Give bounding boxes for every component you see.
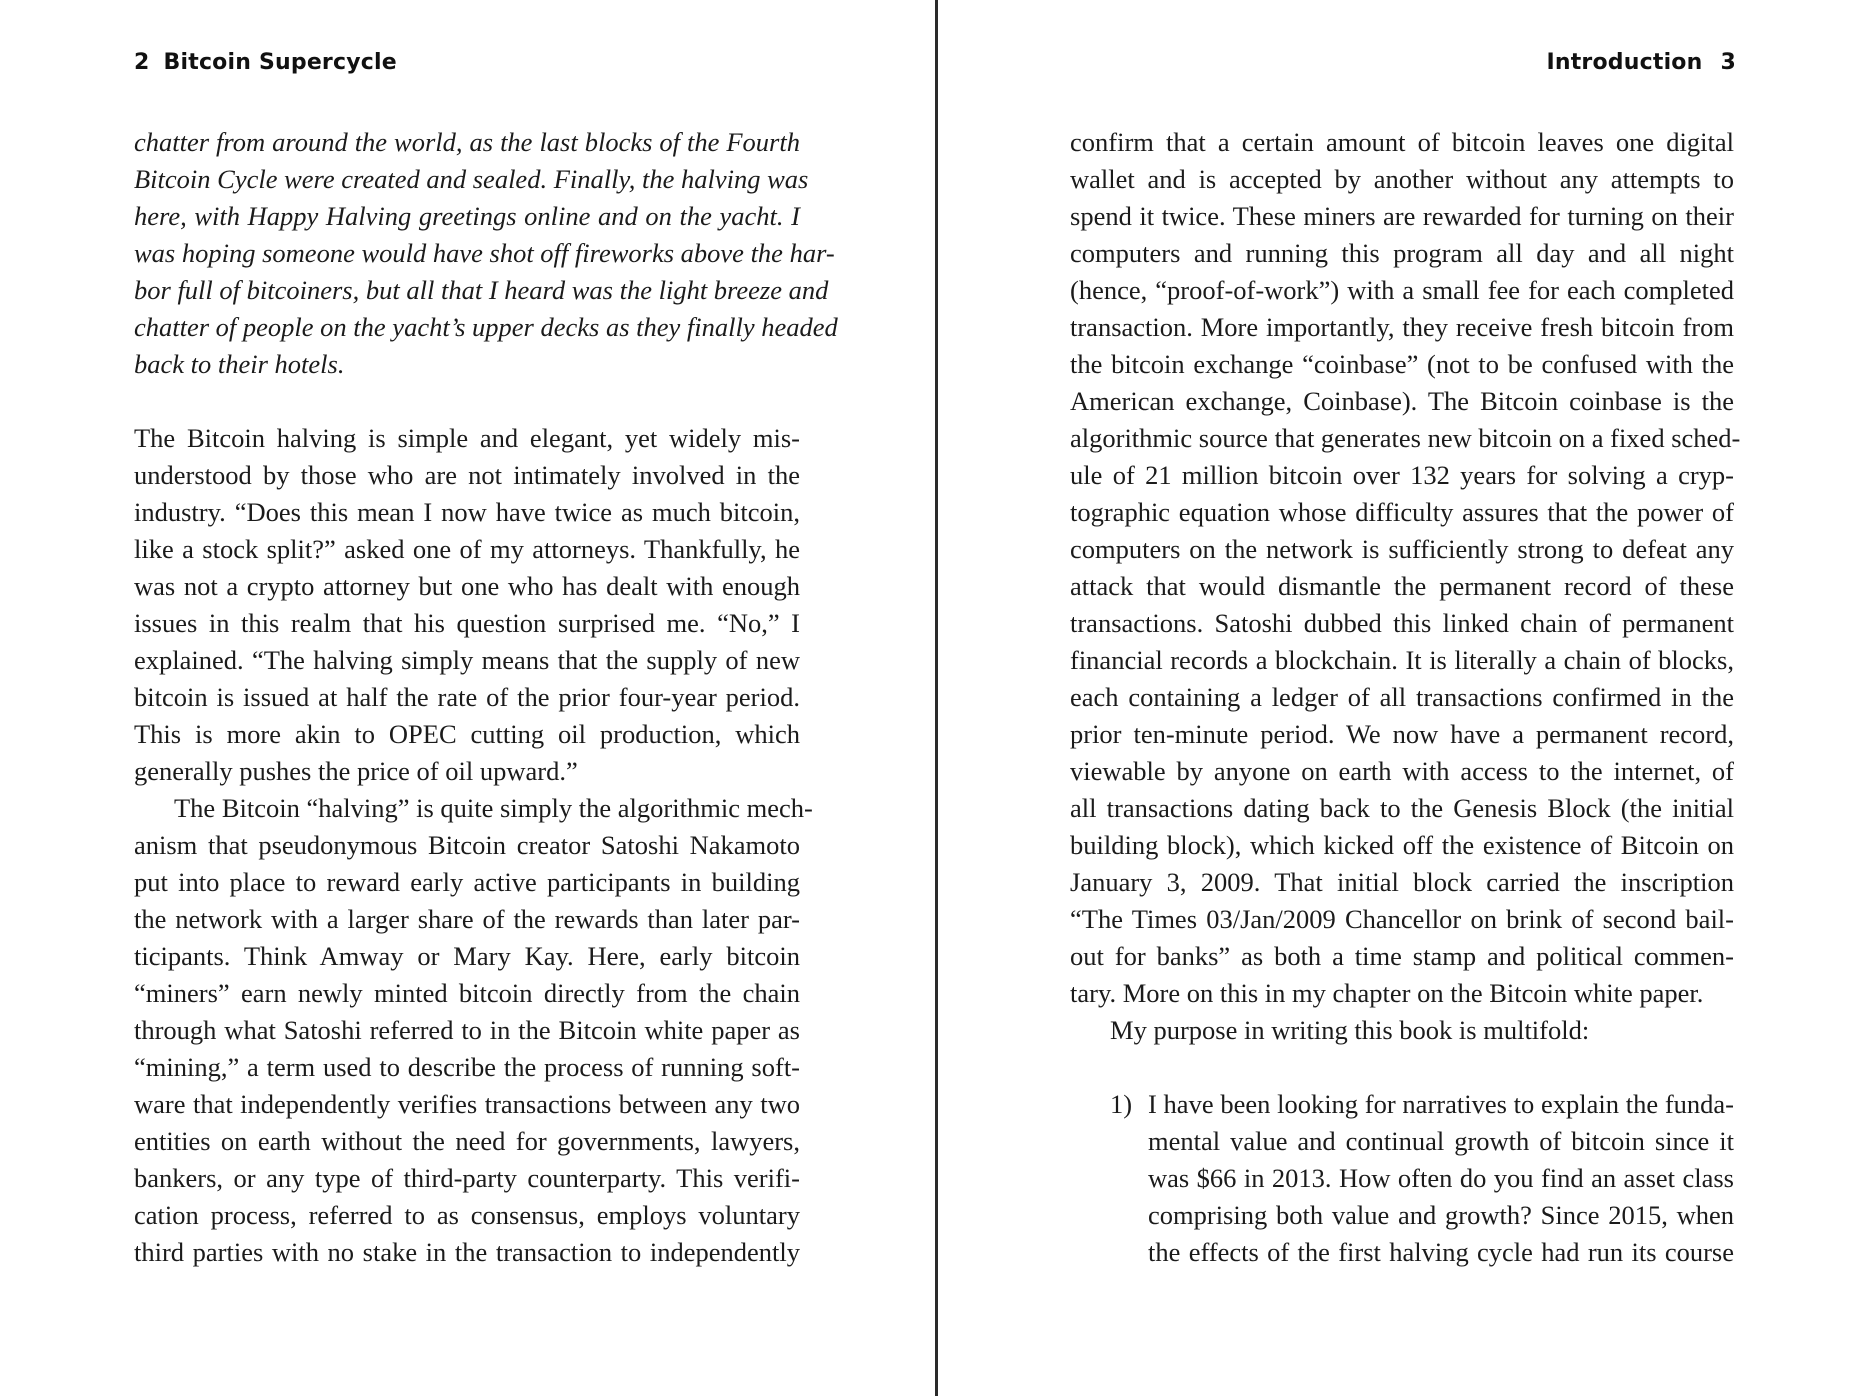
text-line: transaction. More importantly, they receive fresh bitcoin from xyxy=(1070,312,1734,342)
text-line: confirm that a certain amount of bitcoin leaves one digital xyxy=(1070,127,1734,157)
text-line: was not a crypto attorney but one who has dealt with enough xyxy=(134,571,800,601)
list-item xyxy=(1070,1086,1734,1271)
paragraph xyxy=(1070,124,1741,1012)
text-line: The Bitcoin “halving” is quite simply the algorithmic mech- xyxy=(174,793,813,823)
text-line: prior ten-minute period. We now have a permanent record, xyxy=(1070,719,1734,749)
text-line: bitcoin is issued at half the rate of the prior four-year period. xyxy=(134,682,800,712)
text-line: transactions. Satoshi dubbed this linked chain of permanent xyxy=(1070,608,1734,638)
right-running-title: Introduction xyxy=(1546,50,1703,75)
text-line: cation process, referred to as consensus, employs voluntary xyxy=(134,1200,800,1230)
right-page xyxy=(938,0,1862,1396)
text-line: was hoping someone would have shot off fireworks above the har- xyxy=(134,238,835,268)
italic-passage xyxy=(134,124,838,383)
paragraph-gap xyxy=(1070,1049,1734,1086)
text-line: industry. “Does this mean I now have twice as much bitcoin, xyxy=(134,497,800,527)
text-line: tographic equation whose difficulty assures that the power of xyxy=(1070,497,1734,527)
text-line: bankers, or any type of third-party counterparty. This verifi- xyxy=(134,1163,800,1193)
text-line: “The Times 03/Jan/2009 Chancellor on brink of second bail- xyxy=(1070,904,1734,934)
right-page-number: 3 xyxy=(1720,50,1736,75)
text-line: wallet and is accepted by another without any attempts to xyxy=(1070,164,1734,194)
text-line: spend it twice. These miners are rewarded for turning on their xyxy=(1070,201,1734,231)
text-line: ticipants. Think Amway or Mary Kay. Here, early bitcoin xyxy=(134,941,800,971)
text-line: chatter from around the world, as the last blocks of the Fourth xyxy=(134,127,800,157)
left-running-head xyxy=(134,50,397,75)
text-line: ule of 21 million bitcoin over 132 years for solving a cryp- xyxy=(1070,460,1734,490)
text-line: ware that independently verifies transactions between any two xyxy=(134,1089,800,1119)
text-line: the effects of the first halving cycle had run its course xyxy=(1148,1237,1734,1267)
text-line: tary. More on this in my chapter on the Bitcoin white paper. xyxy=(1070,978,1704,1008)
text-line: “mining,” a term used to describe the process of running soft- xyxy=(134,1052,800,1082)
text-line: like a stock split?” asked one of my attorneys. Thankfully, he xyxy=(134,534,800,564)
text-line: Bitcoin Cycle were created and sealed. Finally, the halving was xyxy=(134,164,809,194)
left-page-number: 2 xyxy=(134,50,150,75)
text-line: out for banks” as both a time stamp and political commen- xyxy=(1070,941,1734,971)
text-line: bor full of bitcoiners, but all that I heard was the light breeze and xyxy=(134,275,829,305)
text-line: This is more akin to OPEC cutting oil production, which xyxy=(134,719,800,749)
text-line: was $66 in 2013. How often do you find an asset class xyxy=(1148,1163,1734,1193)
text-line: algorithmic source that generates new bitcoin on a fixed sched- xyxy=(1070,423,1741,453)
left-text-block xyxy=(134,124,838,1271)
text-line: generally pushes the price of oil upward.” xyxy=(134,756,578,786)
text-line: My purpose in writing this book is multifold: xyxy=(1110,1015,1590,1045)
text-line: understood by those who are not intimately involved in the xyxy=(134,460,800,490)
paragraph xyxy=(134,790,813,1271)
text-line: the bitcoin exchange “coinbase” (not to be confused with the xyxy=(1070,349,1734,379)
list-item-number: 1) xyxy=(1110,1089,1133,1119)
text-line: (hence, “proof-of-work”) with a small fee for each completed xyxy=(1070,275,1734,305)
text-line: The Bitcoin halving is simple and elegant, yet widely mis- xyxy=(134,423,800,453)
text-line: attack that would dismantle the permanent record of these xyxy=(1070,571,1734,601)
text-line: computers and running this program all day and all night xyxy=(1070,238,1734,268)
text-line: all transactions dating back to the Genesis Block (the initial xyxy=(1070,793,1734,823)
text-line: mental value and continual growth of bitcoin since it xyxy=(1148,1126,1734,1156)
text-line: comprising both value and growth? Since 2015, when xyxy=(1148,1200,1734,1230)
left-running-title: Bitcoin Supercycle xyxy=(163,50,397,75)
text-line: issues in this realm that his question surprised me. “No,” I xyxy=(134,608,800,638)
text-line: chatter of people on the yacht’s upper decks as they finally headed xyxy=(134,312,838,342)
text-line: explained. “The halving simply means that the supply of new xyxy=(134,645,800,675)
text-line: viewable by anyone on earth with access to the internet, of xyxy=(1070,756,1734,786)
text-line: financial records a blockchain. It is literally a chain of blocks, xyxy=(1070,645,1734,675)
text-line: each containing a ledger of all transactions confirmed in the xyxy=(1070,682,1734,712)
text-line: here, with Happy Halving greetings online and on the yacht. I xyxy=(134,201,800,231)
text-line: put into place to reward early active participants in building xyxy=(134,867,800,897)
right-text-block xyxy=(1070,124,1741,1271)
paragraph xyxy=(134,420,800,790)
text-line: anism that pseudonymous Bitcoin creator Satoshi Nakamoto xyxy=(134,830,800,860)
text-line: American exchange, Coinbase). The Bitcoin coinbase is the xyxy=(1070,386,1734,416)
paragraph-gap xyxy=(134,383,800,420)
paragraph xyxy=(1070,1012,1734,1049)
right-running-head xyxy=(1546,50,1736,75)
text-line: entities on earth without the need for governments, lawyers, xyxy=(134,1126,800,1156)
text-line: the network with a larger share of the rewards than later par- xyxy=(134,904,800,934)
text-line: through what Satoshi referred to in the Bitcoin white paper as xyxy=(134,1015,800,1045)
text-line: third parties with no stake in the transaction to independently xyxy=(134,1237,800,1267)
text-line: computers on the network is sufficiently strong to defeat any xyxy=(1070,534,1734,564)
text-line: back to their hotels. xyxy=(134,349,345,379)
text-line: January 3, 2009. That initial block carried the inscription xyxy=(1070,867,1734,897)
text-line: I have been looking for narratives to explain the funda- xyxy=(1148,1089,1734,1119)
text-line: building block), which kicked off the existence of Bitcoin on xyxy=(1070,830,1734,860)
text-line: “miners” earn newly minted bitcoin directly from the chain xyxy=(134,978,800,1008)
